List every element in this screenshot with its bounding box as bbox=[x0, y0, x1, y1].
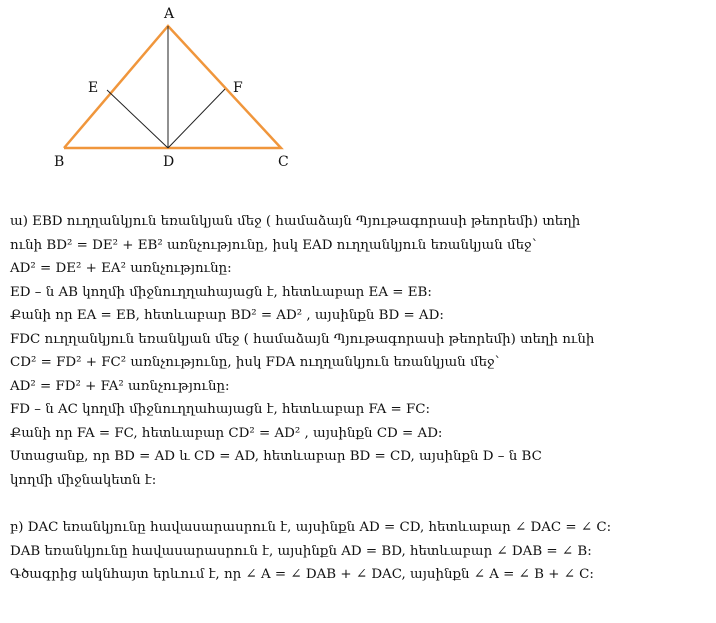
label-A: A bbox=[164, 6, 175, 22]
label-C: C bbox=[278, 154, 289, 170]
solution-text bbox=[10, 210, 710, 587]
segment-ED bbox=[107, 90, 168, 148]
label-E: E bbox=[88, 80, 99, 96]
text-line-4: ED – ն AB կողմի միջնուղղահայացն է, հետևաբար EA = EB: bbox=[10, 284, 432, 300]
text-line-7: CD² = FD² + FC² առնչությունը, իսկ FDA ուղղանկյուն եռանկյան մեջ՝ bbox=[10, 355, 500, 370]
label-D: D bbox=[163, 154, 175, 170]
triangle-figure bbox=[0, 0, 716, 200]
text-line-10: Քանի որ FA = FC, հետևաբար CD² = AD² , այսինքն CD = AD: bbox=[10, 425, 443, 441]
text-line-1: ա) EBD ուղղանկյուն եռանկյան մեջ ( համաձայն Պյութագորասի թեորեմի) տեղի bbox=[10, 214, 581, 229]
text-line-2: ունի BD² = DE² + EB² առնչությունը, իսկ EAD ուղղանկյուն եռանկյան մեջ՝ bbox=[10, 237, 537, 253]
text-line-3: AD² = DE² + EA² առնչությունը: bbox=[10, 261, 232, 276]
text-line-15: Գծագրից ակնհայտ երևում է, որ ∠ A = ∠ DAB + ∠ DAC, այսինքն ∠ A = ∠ B + ∠ C: bbox=[10, 567, 594, 582]
text-line-14: DAB եռանկյունը հավասարասրուն է, այսինքն AD = BD, հետևաբար ∠ DAB = ∠ B: bbox=[10, 543, 592, 559]
text-line-11: Ստացանք, որ BD = AD և CD = AD, հետևաբար BD = CD, այսինքն D – ն BC bbox=[10, 449, 542, 464]
text-line-8: AD² = FD² + FA² առնչությունը: bbox=[10, 378, 230, 394]
text-line-9: FD – ն AC կողմի միջնուղղահայացն է, հետևաբար FA = FC: bbox=[10, 402, 431, 417]
text-line-12: կողմի միջնակետն է: bbox=[10, 472, 157, 488]
segment-FD bbox=[168, 89, 225, 148]
text-line-6: FDC ուղղանկյուն եռանկյան մեջ ( համաձայն Պյութագորասի թեորեմի) տեղի ունի bbox=[10, 331, 595, 347]
label-F: F bbox=[233, 80, 243, 96]
text-line-13: բ) DAC եռանկյունը հավասարասրուն է, այսինքն AD = CD, հետևաբար ∠ DAC = ∠ C: bbox=[10, 520, 612, 535]
label-B: B bbox=[54, 154, 65, 170]
text-line-5: Քանի որ EA = EB, հետևաբար BD² = AD² , այսինքն BD = AD: bbox=[10, 308, 444, 323]
